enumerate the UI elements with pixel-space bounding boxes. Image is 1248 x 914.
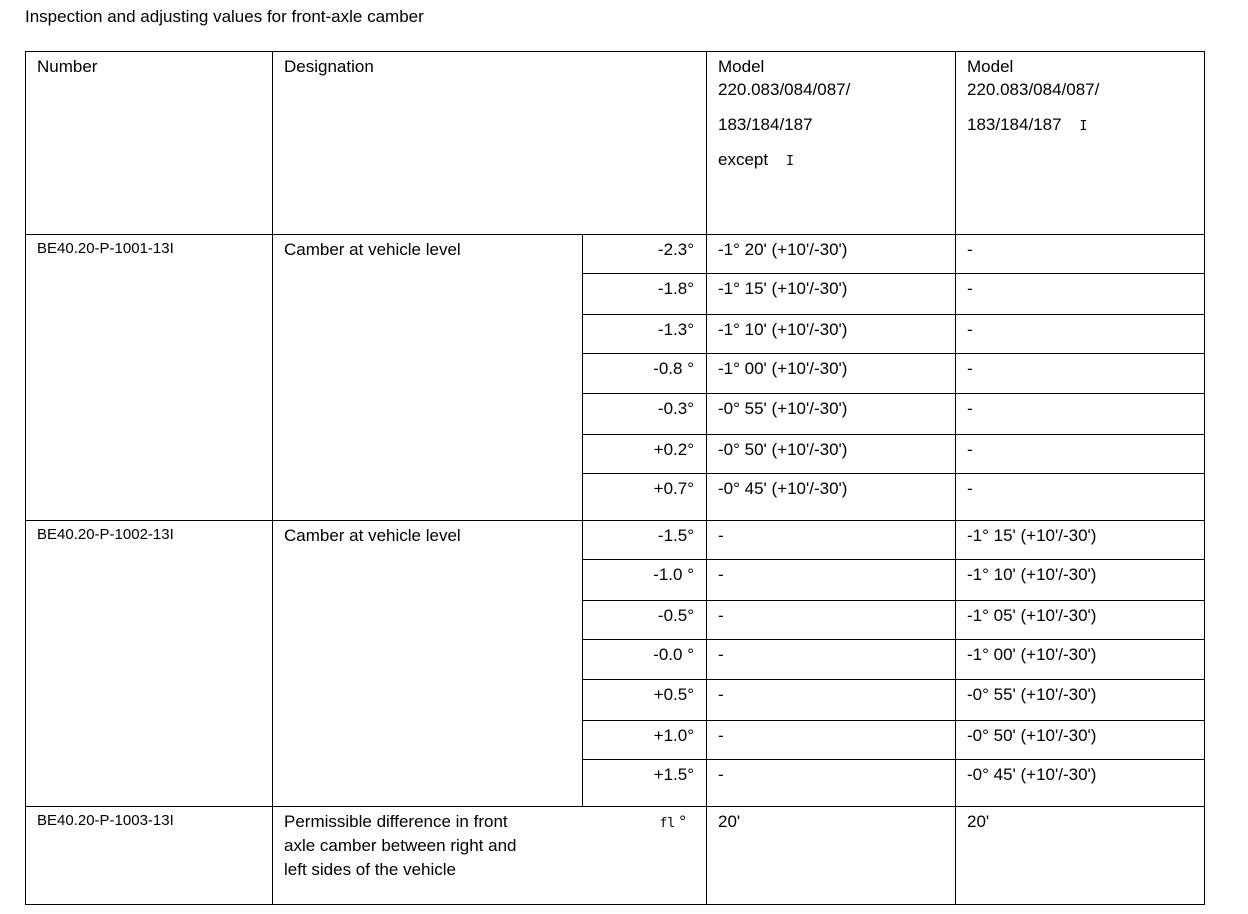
model2-cell — [956, 354, 1205, 394]
header-model1 — [707, 52, 955, 173]
nominal-value: +0.7° — [653, 479, 694, 498]
nominal-value: +0.2° — [653, 440, 694, 459]
model2-value: -0° 50' (+10'/-30') — [967, 726, 1097, 745]
model2-value: 20' — [967, 812, 990, 831]
header-designation: Designation — [284, 57, 374, 76]
model2-value: - — [967, 479, 973, 498]
value-cell — [583, 521, 707, 560]
nominal-value: -0.5° — [657, 606, 694, 625]
header-model1-line3: 183/184/187 — [718, 115, 813, 134]
header-model2-line3 — [967, 113, 1194, 138]
value-cell — [583, 474, 707, 521]
model1-cell — [707, 721, 956, 760]
model1-value: - — [718, 726, 724, 745]
nominal-value: -2.3° — [657, 240, 694, 259]
model1-cell — [707, 474, 956, 521]
value-cell — [583, 680, 707, 721]
except-label: except — [718, 150, 769, 169]
spec-number: BE40.20-P-1002-13I — [37, 526, 174, 543]
header-model2-line1: Model — [967, 57, 1014, 76]
spec-designation — [273, 807, 583, 882]
value-cell — [583, 394, 707, 435]
designation-cell — [273, 521, 583, 807]
designation-line1: Permissible difference in front — [284, 812, 508, 831]
nominal-value: -0.3° — [657, 399, 694, 418]
header-model2-cell — [956, 52, 1205, 235]
spec-designation: Camber at vehicle level — [284, 240, 461, 259]
camber-spec-table — [25, 51, 1205, 905]
model1-value: -1° 10' (+10'/-30') — [718, 320, 848, 339]
model2-cell — [956, 235, 1205, 274]
degree-mark: ° — [679, 812, 686, 831]
nominal-value: -1.0 ° — [653, 565, 694, 584]
designation-cell — [273, 807, 583, 905]
model2-cell — [956, 560, 1205, 601]
nominal-value: +1.5° — [653, 765, 694, 784]
model2-value: - — [967, 279, 973, 298]
designation-line3: left sides of the vehicle — [284, 860, 456, 879]
model2-cell — [956, 760, 1205, 807]
nominal-value: +1.0° — [653, 726, 694, 745]
model2-cell — [956, 394, 1205, 435]
model1-value: -1° 20' (+10'/-30') — [718, 240, 848, 259]
value-cell — [583, 560, 707, 601]
designation-cell — [273, 235, 583, 521]
table-row — [26, 807, 1205, 905]
model2-value: - — [967, 320, 973, 339]
model2-cell — [956, 601, 1205, 640]
model2-cell — [956, 435, 1205, 474]
model1-cell — [707, 680, 956, 721]
footnote-marker: I — [1079, 119, 1088, 134]
model2-value: -0° 55' (+10'/-30') — [967, 685, 1097, 704]
model2-value: - — [967, 399, 973, 418]
model1-cell — [707, 274, 956, 315]
model1-value: - — [718, 765, 724, 784]
value-cell — [583, 721, 707, 760]
model1-value: - — [718, 565, 724, 584]
model1-value: -0° 55' (+10'/-30') — [718, 399, 848, 418]
model1-cell — [707, 235, 956, 274]
model1-cell — [707, 394, 956, 435]
header-model2 — [956, 52, 1204, 138]
header-model1-line2: 220.083/084/087/ — [718, 80, 851, 99]
model2-cell — [956, 315, 1205, 354]
model2-value: -1° 00' (+10'/-30') — [967, 645, 1097, 664]
value-cell — [583, 640, 707, 680]
value-cell — [583, 274, 707, 315]
table-row — [26, 235, 1205, 274]
model1-value: -0° 50' (+10'/-30') — [718, 440, 848, 459]
number-cell — [26, 807, 273, 905]
model1-cell — [707, 354, 956, 394]
model1-cell — [707, 640, 956, 680]
plus-minus-glyph: fl — [659, 816, 676, 831]
model1-value: - — [718, 645, 724, 664]
spec-number: BE40.20-P-1001-13I — [37, 240, 174, 257]
model2-value: - — [967, 240, 973, 259]
model1-value: -1° 00' (+10'/-30') — [718, 359, 848, 378]
model1-value: - — [718, 685, 724, 704]
model2-cell — [956, 680, 1205, 721]
model1-cell — [707, 435, 956, 474]
model1-cell — [707, 560, 956, 601]
header-number: Number — [37, 57, 98, 76]
header-model1-cell — [707, 52, 956, 235]
nominal-value: -0.0 ° — [653, 645, 694, 664]
value-cell — [583, 807, 707, 905]
model1-cell — [707, 521, 956, 560]
value-cell — [583, 435, 707, 474]
model1-cell — [707, 807, 956, 905]
number-cell — [26, 521, 273, 807]
model2-value: -0° 45' (+10'/-30') — [967, 765, 1097, 784]
model2-range-label: 183/184/187 — [967, 115, 1062, 134]
model1-cell — [707, 315, 956, 354]
tolerance-value — [583, 807, 707, 835]
spec-number: BE40.20-P-1003-13I — [37, 812, 174, 829]
model1-cell — [707, 601, 956, 640]
model1-value: -1° 15' (+10'/-30') — [718, 279, 848, 298]
value-cell — [583, 315, 707, 354]
number-cell — [26, 235, 273, 521]
value-cell — [583, 354, 707, 394]
model2-value: -1° 15' (+10'/-30') — [967, 526, 1097, 545]
model1-value: 20' — [718, 812, 741, 831]
model2-cell — [956, 640, 1205, 680]
model2-cell — [956, 274, 1205, 315]
value-cell — [583, 601, 707, 640]
model1-cell — [707, 760, 956, 807]
footnote-marker: I — [786, 154, 794, 169]
model1-value: - — [718, 526, 724, 545]
spec-designation: Camber at vehicle level — [284, 526, 461, 545]
header-model1-line1: Model — [718, 57, 765, 76]
model1-value: - — [718, 606, 724, 625]
model2-value: - — [967, 359, 973, 378]
header-model2-line2: 220.083/084/087/ — [967, 80, 1100, 99]
header-row — [26, 52, 1205, 235]
value-cell — [583, 235, 707, 274]
model2-value: -1° 10' (+10'/-30') — [967, 565, 1097, 584]
nominal-value: -0.8 ° — [653, 359, 694, 378]
header-model1-line4 — [718, 148, 945, 173]
model2-value: - — [967, 440, 973, 459]
model2-cell — [956, 807, 1205, 905]
nominal-value: -1.3° — [657, 320, 694, 339]
nominal-value: -1.8° — [657, 279, 694, 298]
header-number-cell — [26, 52, 273, 235]
model2-value: -1° 05' (+10'/-30') — [967, 606, 1097, 625]
model2-cell — [956, 721, 1205, 760]
table-row — [26, 521, 1205, 560]
designation-line2: axle camber between right and — [284, 836, 517, 855]
value-cell — [583, 760, 707, 807]
page-title: Inspection and adjusting values for front-axle camber — [25, 7, 424, 26]
header-designation-cell — [273, 52, 707, 235]
nominal-value: +0.5° — [653, 685, 694, 704]
model2-cell — [956, 521, 1205, 560]
model2-cell — [956, 474, 1205, 521]
nominal-value: -1.5° — [657, 526, 694, 545]
model1-value: -0° 45' (+10'/-30') — [718, 479, 848, 498]
